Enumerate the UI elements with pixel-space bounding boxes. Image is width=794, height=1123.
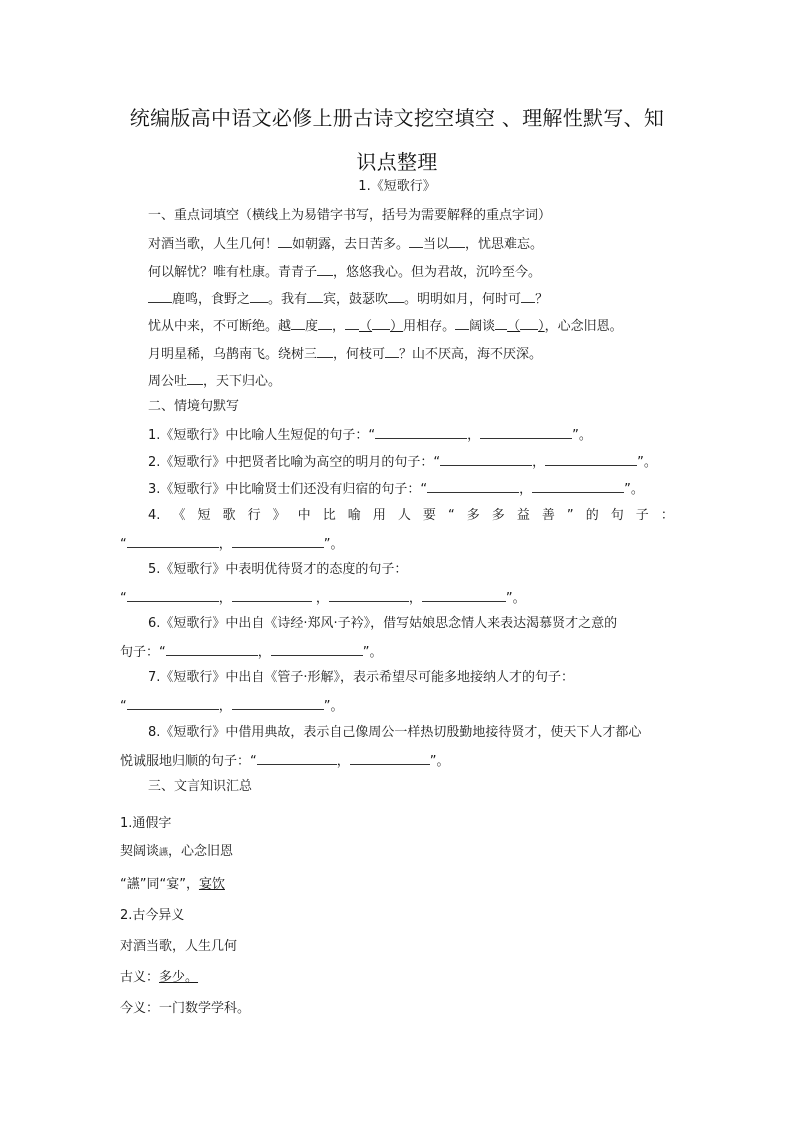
- question-6-answer: 句子：“ ， ”。: [120, 642, 383, 662]
- fill-line-2: 何以解忧？唯有杜康。青青子 ，悠悠我心。但为君故，沉吟至今。: [148, 262, 541, 282]
- question-4-char: 善: [541, 508, 555, 523]
- blank: [455, 316, 469, 330]
- blank: [372, 316, 390, 330]
- answer-blank: [127, 696, 219, 710]
- question-4-char: 行: [247, 508, 261, 523]
- fill-line-1: 对酒当歌，人生几何！ 如朝露，去日苦多。 当以 ，忧思难忘。: [148, 234, 543, 254]
- question-8: 8.《短歌行》中借用典故，表示自己像周公一样热切殷勤地接待贤才，使天下人才都心: [148, 725, 642, 740]
- blank: [345, 316, 359, 330]
- knowledge-line-2: “讌”同“宴”，宴饮: [120, 877, 225, 892]
- question-4-answer: “ ， ”。: [120, 534, 344, 554]
- question-4-char: 用: [372, 508, 386, 523]
- question-4: [148, 507, 674, 525]
- question-4-char: 4.: [148, 508, 161, 523]
- answer-blank: [232, 588, 312, 602]
- document-title: [110, 96, 684, 184]
- question-4-char: 比: [322, 508, 336, 523]
- knowledge-heading-1: 1.通假字: [120, 816, 172, 831]
- knowledge-line-1: 契阔谈讌，心念旧恩: [120, 844, 234, 859]
- question-2: 2.《短歌行》中把贤者比喻为高空的明月的句子：“ ， ”。: [148, 452, 657, 472]
- question-4-char: ”: [566, 508, 574, 523]
- question-1: 1.《短歌行》中比喻人生短促的句子：“ ， ”。: [148, 425, 592, 445]
- blank: [388, 289, 404, 303]
- blank: [307, 289, 323, 303]
- blank: [449, 234, 465, 248]
- blank: [250, 289, 268, 303]
- question-4-char: 要: [422, 508, 436, 523]
- answer-blank: [271, 642, 363, 656]
- blank: [187, 371, 203, 385]
- question-4-char: 喻: [347, 508, 361, 523]
- answer-blank: [166, 642, 258, 656]
- question-7-answer: “ ， ”。: [120, 696, 344, 716]
- blank: [148, 289, 172, 303]
- question-4-char: 子: [635, 508, 649, 523]
- question-4-char: 人: [397, 508, 411, 523]
- title-line-1: 统编版高中语文必修上册古诗文挖空填空 、理解性默写、知: [129, 106, 665, 130]
- knowledge-heading-2: 2.古今异义: [120, 908, 185, 923]
- knowledge-line-3: 对酒当歌，人生几何: [120, 939, 238, 954]
- part-2-heading: 二、情境句默写: [148, 399, 240, 414]
- question-5-answer: “ ， ， ， ”。: [120, 588, 526, 608]
- answer-blank: [480, 425, 572, 439]
- question-3: 3.《短歌行》中比喻贤士们还没有归宿的句子：“ ， ”。: [148, 479, 644, 499]
- question-6: 6.《短歌行》中出自《诗经·郑风·子衿》，借写姑娘思念情人来表达渴慕贤才之意的: [148, 616, 618, 631]
- question-4-char: “: [447, 508, 455, 523]
- question-4-char: 《: [172, 508, 186, 523]
- fill-line-3: 鹿鸣，食野之 。我有 宾，鼓瑟吹 。明明如月，何时可 ？: [148, 289, 548, 309]
- answer-blank: [422, 588, 506, 602]
- answer-blank: [440, 452, 532, 466]
- blank: [385, 344, 399, 358]
- question-8-answer: 悦诚服地归顺的句子：“ ， ”。: [120, 751, 450, 771]
- fill-line-4: 忧从中来，不可断绝。越 度 ， （ ）用相存。 阔谈 （ ），心念旧恩。: [148, 316, 623, 336]
- question-4-char: 多: [466, 508, 480, 523]
- blank: [317, 262, 333, 276]
- question-4-char: 多: [491, 508, 505, 523]
- answer-blank: [232, 696, 324, 710]
- blank: [409, 234, 423, 248]
- answer-blank: [232, 534, 324, 548]
- question-5: 5.《短歌行》中表明优待贤才的态度的句子：: [148, 562, 408, 577]
- answer-blank: [127, 534, 219, 548]
- question-4-char: 的: [585, 508, 599, 523]
- fill-line-5: 月明星稀，乌鹊南飞。绕树三 ，何枝可 ？山不厌高，海不厌深。: [148, 344, 542, 364]
- answer-blank: [427, 479, 519, 493]
- knowledge-line-4: 古义：多少。: [120, 970, 199, 985]
- blank: [495, 316, 507, 330]
- answer-blank: [127, 588, 219, 602]
- question-4-char: 歌: [222, 508, 236, 523]
- part-3-heading: 三、文言知识汇总: [148, 779, 253, 794]
- knowledge-line-5: 今义：一门数学学科。: [120, 1001, 251, 1016]
- question-4-char: 益: [516, 508, 530, 523]
- question-4-char: 短: [197, 508, 211, 523]
- question-4-char: 》: [272, 508, 286, 523]
- section-heading: 1.《短歌行》: [358, 179, 436, 194]
- answer-blank: [532, 479, 624, 493]
- answer-blank: [329, 588, 409, 602]
- answer-blank: [375, 425, 467, 439]
- part-1-heading: 一、重点词填空（横线上为易错字书写，括号为需要解释的重点字词）: [148, 208, 552, 223]
- title-line-2: 识点整理: [356, 150, 438, 174]
- blank: [521, 289, 535, 303]
- blank: [278, 234, 292, 248]
- answer-blank: [350, 751, 430, 765]
- blank: [318, 316, 332, 330]
- fill-line-6: 周公吐 ，天下归心。: [148, 371, 281, 391]
- question-4-char: ：: [660, 508, 674, 523]
- blank: [520, 316, 538, 330]
- question-7: 7.《短歌行》中出自《管子·形解》，表示希望尽可能多地接纳人才的句子：: [148, 670, 575, 685]
- answer-blank: [257, 751, 337, 765]
- answer-blank: [545, 452, 637, 466]
- blank: [291, 316, 305, 330]
- question-4-char: 句: [610, 508, 624, 523]
- question-4-char: 中: [297, 508, 311, 523]
- blank: [317, 344, 333, 358]
